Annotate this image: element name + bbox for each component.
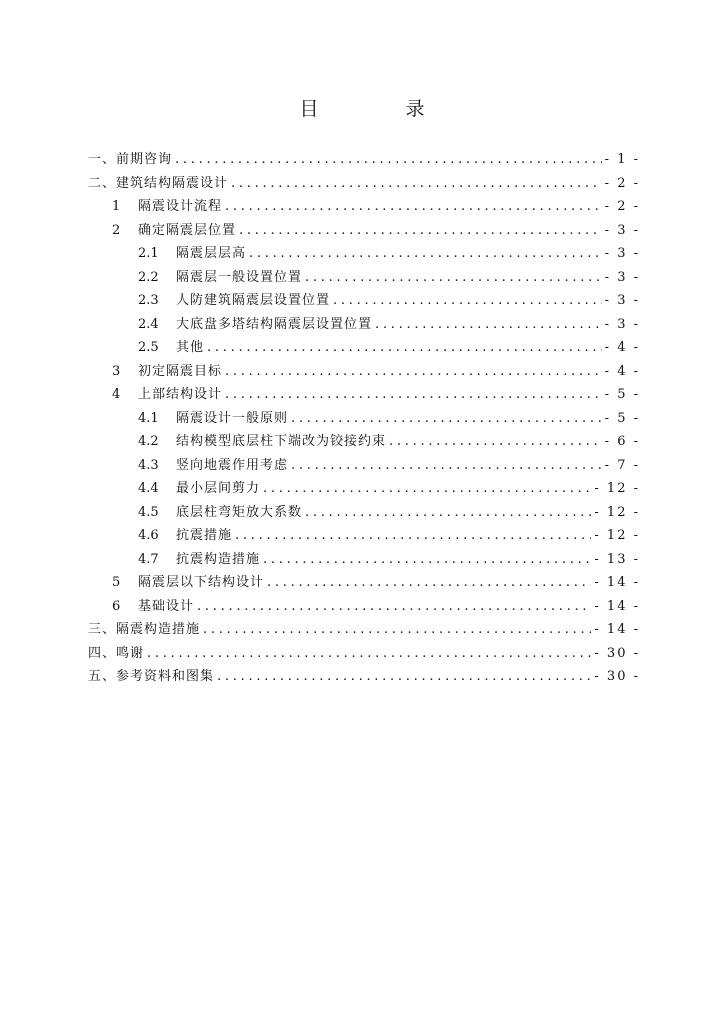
dot-leader <box>291 454 602 478</box>
dot-leader <box>263 548 591 572</box>
dot-leader <box>235 524 591 548</box>
toc-entry-label: 三、隔震构造措施 <box>88 622 201 637</box>
toc-entry-number: 2.2 <box>138 269 159 285</box>
toc-entry[interactable] <box>88 571 640 595</box>
toc-entry-label: 基础设计 <box>138 598 195 614</box>
toc-entry-number: 6 <box>112 598 121 614</box>
toc-entry[interactable] <box>88 501 640 525</box>
toc-entry[interactable] <box>88 430 640 454</box>
dot-leader <box>375 313 602 337</box>
dot-leader <box>225 195 602 219</box>
dot-leader <box>225 360 602 384</box>
toc-entry-number: 3 <box>112 363 121 379</box>
toc-entry[interactable] <box>88 665 640 689</box>
toc-entry-label: 人防建筑隔震层设置位置 <box>176 293 331 308</box>
toc-entry-page-number: - 3 - <box>604 316 640 332</box>
toc-entry-label: 隔震层一般设置位置 <box>176 269 303 285</box>
dot-leader <box>197 595 591 619</box>
toc-entry[interactable] <box>88 219 640 243</box>
toc-entry-label: 底层柱弯矩放大系数 <box>176 504 303 520</box>
toc-entry-label: 隔震设计流程 <box>138 199 223 214</box>
dot-leader <box>267 571 591 595</box>
toc-entry-number: 5 <box>112 575 121 590</box>
toc-entry[interactable] <box>88 242 640 266</box>
toc-entry-page-number: - 4 - <box>604 340 640 355</box>
toc-entry-label: 隔震设计一般原则 <box>176 410 289 426</box>
toc-entry[interactable] <box>88 148 640 172</box>
toc-entry-label: 最小层间剪力 <box>176 481 261 496</box>
toc-entry-page-number: - 13 - <box>594 551 640 567</box>
toc-entry-label: 一、前期咨询 <box>88 152 173 167</box>
toc-entry-page-number: - 12 - <box>594 528 640 543</box>
toc-entry-page-number: - 3 - <box>604 269 640 285</box>
toc-entry[interactable] <box>88 524 640 548</box>
toc-entry[interactable] <box>88 407 640 431</box>
toc-entry-page-number: - 30 - <box>594 645 640 661</box>
toc-entry-page-number: - 5 - <box>604 387 640 402</box>
toc-entry-page-number: - 14 - <box>594 622 640 637</box>
toc-entry-number: 4.2 <box>138 434 159 449</box>
toc-entry-label: 其他 <box>176 340 205 355</box>
toc-entry-number: 4.6 <box>138 528 159 543</box>
toc-entry[interactable] <box>88 548 640 572</box>
dot-leader <box>217 665 591 689</box>
toc-entry[interactable] <box>88 336 640 360</box>
dot-leader <box>231 172 602 196</box>
toc-entry-number: 4.5 <box>138 504 159 520</box>
toc-entry[interactable] <box>88 360 640 384</box>
toc-entry-number: 4.4 <box>138 481 159 496</box>
toc-entry-page-number: - 3 - <box>604 222 640 238</box>
toc-entry[interactable] <box>88 383 640 407</box>
dot-leader <box>333 289 602 313</box>
toc-entry-label: 抗震措施 <box>176 528 233 543</box>
toc-entry[interactable] <box>88 595 640 619</box>
toc-entry-page-number: - 14 - <box>594 575 640 590</box>
toc-entry-label: 上部结构设计 <box>138 387 223 402</box>
dot-leader <box>389 430 602 454</box>
toc-entry-number: 4.3 <box>138 457 159 473</box>
dot-leader <box>239 219 602 243</box>
toc-entry-page-number: - 7 - <box>604 457 640 473</box>
toc-entry-number: 2.3 <box>138 293 159 308</box>
toc-entry-label: 竖向地震作用考虑 <box>176 457 289 473</box>
toc-entry-label: 隔震层层高 <box>176 246 247 261</box>
page-title: 目 录 <box>299 98 459 120</box>
dot-leader <box>249 242 602 266</box>
table-of-contents <box>88 148 640 689</box>
toc-entry-number: 2.4 <box>138 316 159 332</box>
toc-entry-number: 2.5 <box>138 340 159 355</box>
toc-entry-page-number: - 12 - <box>594 481 640 496</box>
dot-leader <box>203 618 591 642</box>
toc-entry[interactable] <box>88 313 640 337</box>
toc-entry-page-number: - 3 - <box>604 246 640 261</box>
toc-entry-page-number: - 2 - <box>604 175 640 191</box>
toc-entry-label: 大底盘多塔结构隔震层设置位置 <box>176 316 373 332</box>
dot-leader <box>305 501 591 525</box>
toc-entry[interactable] <box>88 477 640 501</box>
toc-entry-number: 2 <box>112 222 121 238</box>
toc-entry[interactable] <box>88 289 640 313</box>
toc-entry-page-number: - 14 - <box>594 598 640 614</box>
toc-entry-page-number: - 4 - <box>604 363 640 379</box>
toc-entry-page-number: - 30 - <box>594 669 640 684</box>
toc-entry-label: 抗震构造措施 <box>176 551 261 567</box>
toc-entry-page-number: - 3 - <box>604 293 640 308</box>
toc-entry-number: 2.1 <box>138 246 159 261</box>
toc-entry-number: 4 <box>112 387 121 402</box>
toc-entry[interactable] <box>88 454 640 478</box>
toc-entry-number: 4.1 <box>138 410 159 426</box>
toc-entry[interactable] <box>88 642 640 666</box>
toc-entry-label: 五、参考资料和图集 <box>88 669 215 684</box>
toc-entry-page-number: - 6 - <box>604 434 640 449</box>
dot-leader <box>147 642 591 666</box>
toc-entry-label: 确定隔震层位置 <box>138 222 237 238</box>
toc-entry-label: 隔震层以下结构设计 <box>138 575 265 590</box>
toc-entry-label: 初定隔震目标 <box>138 363 223 379</box>
toc-entry-page-number: - 1 - <box>604 152 640 167</box>
dot-leader <box>305 266 602 290</box>
toc-entry[interactable] <box>88 195 640 219</box>
dot-leader <box>225 383 602 407</box>
toc-entry-label: 结构模型底层柱下端改为铰接约束 <box>176 434 387 449</box>
toc-entry[interactable] <box>88 618 640 642</box>
toc-entry[interactable] <box>88 172 640 196</box>
dot-leader <box>263 477 591 501</box>
toc-entry-label: 四、鸣谢 <box>88 645 145 661</box>
dot-leader <box>291 407 602 431</box>
toc-entry-page-number: - 2 - <box>604 199 640 214</box>
toc-entry-number: 1 <box>112 199 121 214</box>
dot-leader <box>175 148 602 172</box>
toc-entry-number: 4.7 <box>138 551 159 567</box>
dot-leader <box>207 336 602 360</box>
toc-entry[interactable] <box>88 266 640 290</box>
toc-entry-page-number: - 5 - <box>604 410 640 426</box>
toc-entry-page-number: - 12 - <box>594 504 640 520</box>
toc-entry-label: 二、建筑结构隔震设计 <box>88 175 229 191</box>
